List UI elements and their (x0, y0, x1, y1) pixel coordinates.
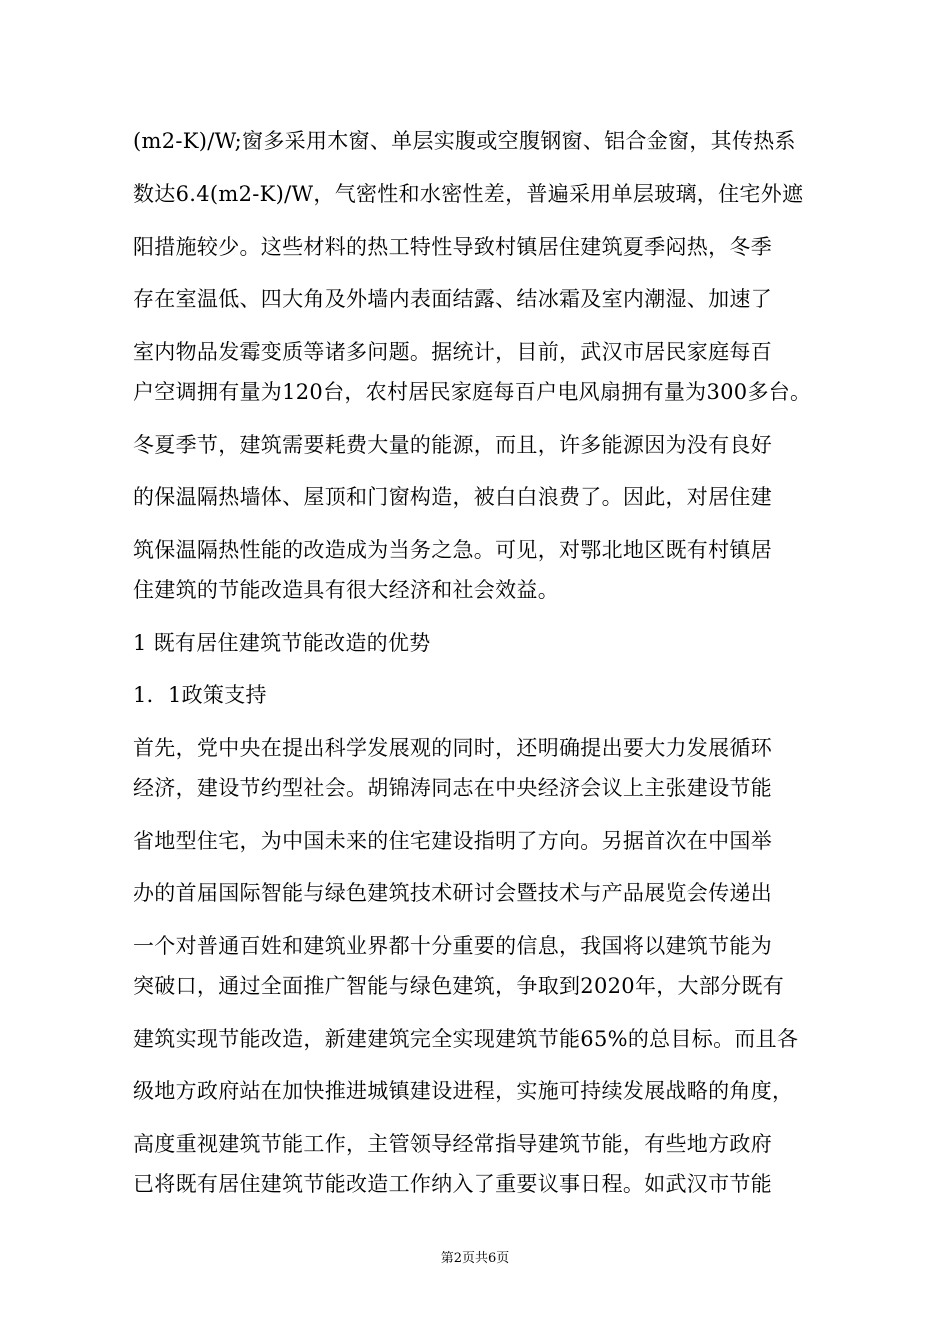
text-line: 室内物品发霉变质等诸多问题。据统计，目前，武汉市居民家庭每百 (133, 340, 772, 364)
text-line: 级地方政府站在加快推进城镇建设进程，实施可持续发展战略的角度， (133, 1079, 794, 1103)
text-line: 阳措施较少。这些材料的热工特性导致村镇居住建筑夏季闷热，冬季 (133, 235, 772, 259)
text-line: 高度重视建筑节能工作，主管领导经常指导建筑节能，有些地方政府 (133, 1132, 772, 1156)
text-line: 建筑实现节能改造，新建建筑完全实现建筑节能65%的总目标。而且各 (133, 1027, 799, 1051)
text-line: 户空调拥有量为120台，农村居民家庭每百户电风扇拥有量为300多台。 (133, 380, 812, 404)
text-line: 省地型住宅，为中国未来的住宅建设指明了方向。另据首次在中国举 (133, 829, 772, 853)
text-line: 已将既有居住建筑节能改造工作纳入了重要议事日程。如武汉市节能 (133, 1172, 772, 1196)
text-line: 冬夏季节，建筑需要耗费大量的能源，而且，许多能源因为没有良好 (133, 433, 772, 457)
subsection-heading: 1．1政策支持 (133, 683, 267, 707)
text-line: 办的首届国际智能与绿色建筑技术研讨会暨技术与产品展览会传递出 (133, 881, 772, 905)
text-line: 首先，党中央在提出科学发展观的同时，还明确提出要大力发展循环 (133, 736, 772, 760)
page-number-footer: 第2页共6页 (440, 1251, 510, 1266)
text-line: 一个对普通百姓和建筑业界都十分重要的信息，我国将以建筑节能为 (133, 934, 772, 958)
text-line: 住建筑的节能改造具有很大经济和社会效益。 (133, 578, 559, 602)
text-line: 数达6.4(m2-K)/W，气密性和水密性差，普遍采用单层玻璃，住宅外遮 (133, 182, 804, 206)
text-line: 的保温隔热墙体、屋顶和门窗构造，被白白浪费了。因此，对居住建 (133, 485, 772, 509)
text-line: 突破口，通过全面推广智能与绿色建筑，争取到2020年，大部分既有 (133, 974, 785, 998)
text-line: 筑保温隔热性能的改造成为当务之急。可见，对鄂北地区既有村镇居 (133, 538, 772, 562)
section-heading: 1 既有居住建筑节能改造的优势 (133, 631, 431, 655)
text-line: (m2-K)/W;窗多采用木窗、单层实腹或空腹钢窗、铝合金窗，其传热系 (133, 129, 796, 153)
text-line: 存在室温低、四大角及外墙内表面结露、结冰霜及室内潮湿、加速了 (133, 287, 772, 311)
text-line: 经济，建设节约型社会。胡锦涛同志在中央经济会议上主张建设节能 (133, 776, 772, 800)
